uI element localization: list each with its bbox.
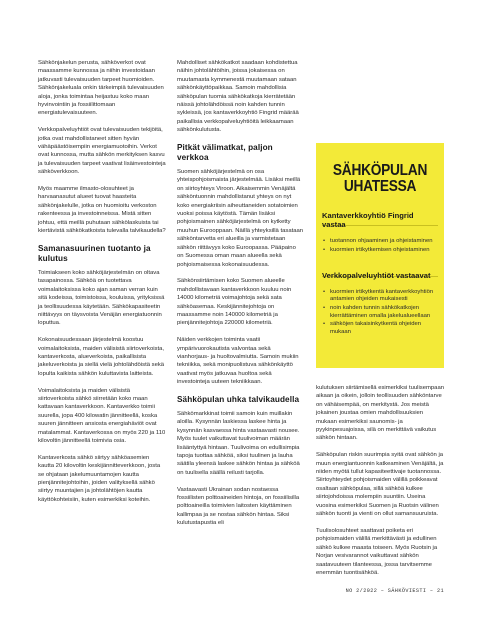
section-heading: Sähköpulan uhka talvikaudella: [177, 394, 300, 404]
info-box-list: [322, 289, 438, 337]
paragraph: Tuulisolosuhteet saattavat poiketa eri pohjoismaiden välillä merkittävästi ja edullinen sähkö kulkee maasta toiseen. Myös Ruotsin ja Norjan vesivarannot vaikuttavat sähkön saatavuuteen tilanteessa, jossa tarvitsemme enemmän tuontisähköä.: [316, 527, 438, 576]
paragraph: Sähköpulan riskin suurimpia syitä ovat sähkön ja muun energiantuonnin katkeaminen Venäjältä, ja niiden myötä tullut kapasiteettivaje tuotannossa. Siirtoyhteydet pohjoismaiden välillä poikkeavat osaltaan sähköpulaa, sillä sähköä kulkee siirtojohdoissa molempiin suuntiin. Useina vuosina esimerkiksi Suomen ja Ruotsin välinen sähkön tuonti ja vienti on ollut samansuuruista.: [316, 452, 444, 518]
info-box: [316, 143, 444, 368]
paragraph: Sähkömarkkinat toimii samoin kuin muillakin aloilla. Kysynnän laskiessa laskee hinta ja kysynnän kasvaessa hinta vastaavasti nousee. Myös tuulet vaikuttavat tuulivoiman määrän lisääntyttyä hintaan. Tuulivoima on edullisimpia tapoja tuottaa sähköä, siksi tuulinen ja lauha säätila yleensä laskee sähkön hintaa ja sähköä on tuulisella säällä reilusti tarjolla.: [177, 410, 300, 476]
paragraph: Vastaavasti Ukrainan sodan nostaessa fossiilisten polttoaineiden hintoja, on fossiilisilla polttoaineilla toimivien laitosten käyttäminen kallimpaa ja se nostaa sähkön hintaa. Siksi kulutustapustia eli: [177, 486, 300, 527]
paragraph: Toimiakseen koko sähköjärjestelmän on oltava tasapainossa. Sähköä on tuotettava voimalaitoksissa koko ajan saman verran kuin sitä kodeissa, toimistoissa, kouluissa, yrityksissä ja teollisuudessa käytetään. Sähkökapasiteetin niittävyys on täysvoista Venäjän energiatuonnin loputtua.: [38, 269, 165, 327]
article-column-1: [38, 59, 166, 513]
list-item: • kuormien irtikytkemisen ohjeistaminen: [322, 247, 438, 255]
list-item: • kuormien irtikytkentä kantaverkkoyhtiön antamien ohjeiden mukaisesti: [322, 289, 438, 304]
info-box-title-line: SÄHKÖPULAN: [332, 162, 428, 179]
page-footer: NO 2/2022 – SÄHKÖVIESTI – 21: [345, 588, 444, 594]
paragraph: Verkkopalveluyhtiöt ovat tulevaisuuden tekijöitä, jotka ovat mahdollistaneet sitten hyvän vähäpäästöisempiin energiamuotoihin. Verkot ovat kunnossa, mutta sähkön merkityksen kasvu ja tulevaisuuden tarpeet vaativat lisäinvestointeja sähköverkkoon.: [38, 127, 166, 176]
article-column-2: [177, 59, 304, 536]
paragraph: Mahdolliset sähkökatkot saadaan kohdistettua näihin johtolähtöihin, joissa jokaisessa on muutamasta kymmenestä muutamaan sataan sähkönkäyttöpaikkaa. Samoin mahdollisia sähköpulan tuomia sähkökatkoja kierrätetään näissä johtolähdöissä noin kahden tunnin sykleissä, jos kantaverkkoyhtiö Fingrid määrää paikallisia verkkopalveluyhtiöitä leikkaamaan sähkönkulutusta.: [177, 60, 299, 134]
info-box-list: [322, 238, 438, 254]
paragraph: Sähkönjakelun perusta, sähköverkot ovat maassamme kunnossa ja niihin investoidaan jatkuvasti tulevaisuuden tarpeet huomioiden. Sähkönjakeluala onkin tärkeimpiä tulevaisuuden aloja, jonka toimintaa heijastuu koko maan hyvinvointiin ja fossiilittomaan energiatulevaisuuteen.: [38, 60, 164, 117]
paragraph: Suomen sähköjärjestelmä on osa yhteispohjoismaista järjestelmää. Lisäksi meillä on siirtoyhteys Viroon. Aikaisemmin Venäjältä sähköntuonnin mahdollistanut yhteys on nyt koko energiakriisin aiheuttaneiden sotatoimien vuoksi poissa käytöstä. Tämän lisäksi pohjoismainen sähköjärjestelmä on kytketty muuhun Eurooppaan. Näillä yhteyksillä tasataan sähköntarvetta eri alueilla ja varmistetaan sähkön riittävyys koko Euroopassa. Pääpaino on Suomessa oman maan alueella sekä pohjoismaisessa kokonaisuudessa.: [177, 169, 304, 268]
paragraph: Myös maamme ilmasto-olosuhteet ja harvaanasutut alueet tuovat haasteita sähkönjakelulle, jotka on huomioitu verkoston rakenteessa ja investoinneissa. Mistä sitten johtuu, että meillä puhutaan sähkölaskuista tai kiertävistä sähkökatkoista tulevalla talvikaudella?: [38, 186, 166, 235]
paragraph: Voimalaitoksista ja maiden välisistä siirtoverkoista sähkö siirretään koko maan kattavaan kantaverkkoon. Kantaverkko toimii suurella, jopa 400 kilowatin jännitteellä, koska suuren jännitteen ansiosta energiahäviöt ovat matalammat. Kantaverkossa on myös 220 ja 110 kilovoltin jännitteellä toimivia osia.: [38, 387, 166, 444]
section-heading: Samanasuurinen tuotanto ja kulutus: [38, 243, 151, 263]
paragraph: Kokonaisuudessaan järjestelmä koostuu voimalaitoksista, maiden välisistä siirtoverkoista, kantaverkosta, alueverkoista, paikallisista jakeluverkoista ja siellä vielä johtolähdöistä sekä lopulta kaikista sähkön kuluttavista laitteista.: [38, 337, 165, 377]
paragraph: kulutuksen siirtämisellä esimerkiksi tuulisempaan aikaan ja oikein, jolloin teollisuuden sähköntarve on vähäisempää, on merkitystä. Jos meistä jokainen joustaa omien mahdollisuuksien mukaan esimerkiksi saunomis- ja pyykinpesuajoissa, silä on merkittävä vaikutus sähkön hintaan.: [316, 385, 445, 442]
paragraph: Näiden verkkojen toiminta vaatii ympärivuorokautista valvontaa sekä vianhorjaus- ja huoltovalmiutta. Samoin mukiin tekniikka, sekä monipuolistuva sähkönkäyttö vaativat myös jatkuvaa huoltoa sekä investointeja uuteen tekniikkaan.: [177, 337, 299, 386]
info-box-title: [329, 163, 431, 195]
info-box-title-line: UHATESSA: [343, 178, 417, 195]
info-box-heading: Verkkopalveluyhtiöt vastaavat: [322, 270, 431, 280]
list-item: • sähköjen takaisinkytkentä ohjeiden mukaan: [322, 321, 438, 336]
info-box-heading: Kantaverkkoyhtiö Fingrid vastaa: [322, 211, 414, 230]
list-item: • noin kahden tunnin sähkökatkojen kierrättäminen omalla jakelualueellaan: [322, 305, 438, 320]
paragraph: Sähkönsiirtämisen koko Suomen alueelle mahdollistavaan kantaverkkoon kuuluu noin 14000 kilometriä voimajohtoja sekä sata sähköasemaa. Keskijännitejohtoja on maassamme noin 140000 kilometriä ja pienjännitejohtoja 220000 kilometriä.: [177, 278, 292, 327]
paragraph: Kantaverkosta sähkö siirtyy sähköasemien kautta 20 kilovoltin keskijännitteverkkoon, josta se ohjataan jakelumuuntamojen kautta pienjännitejohtoihin, joiden valityksellä sähkö siirtyy muuntajien ja johtolähtöjen kautta käyttökohteisiin, kuten esimerkiksi koteihin.: [38, 454, 161, 503]
list-item: • tuotannon ohjaaminen ja ohjeistaminen: [322, 238, 438, 246]
section-heading: Pitkät välimatkat, paljon verkkoa: [177, 143, 273, 163]
article-column-3: [316, 384, 444, 586]
